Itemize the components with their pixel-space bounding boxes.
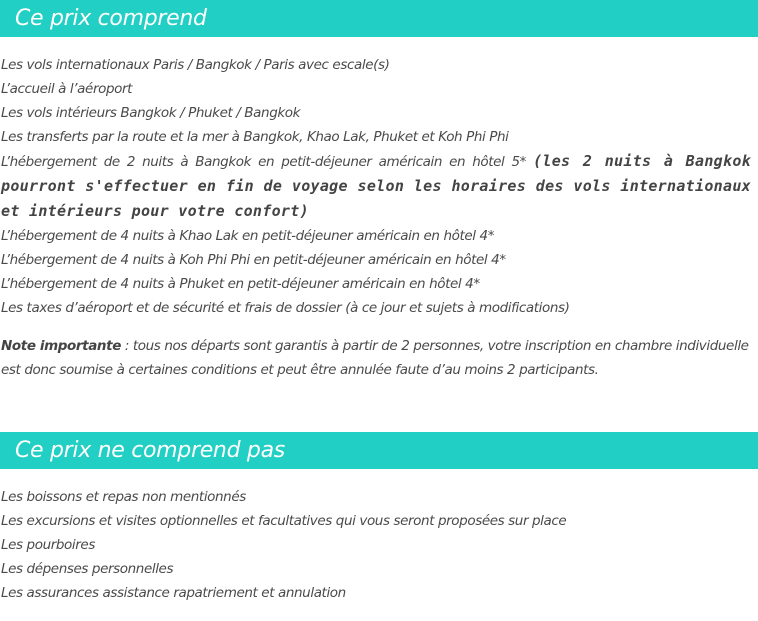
list-item: L’hébergement de 4 nuits à Phuket en petit-déjeuner américain en hôtel 4* <box>1 276 480 292</box>
list-item: Les taxes d’aéroport et de sécurité et frais de dossier (à ce jour et sujets à modifications) <box>1 300 570 316</box>
list-item: L’hébergement de 4 nuits à Khao Lak en petit-déjeuner américain en hôtel 4* <box>1 228 495 244</box>
important-note-text: : tous nos départs sont garantis à partir de 2 personnes, votre inscription en chambre individuelle est donc soumise à certaines conditions et peut être annulée faute d’au moins 2 participants. <box>1 338 749 378</box>
excluded-section-header <box>0 432 758 469</box>
list-item: Les vols intérieurs Bangkok / Phuket / Bangkok <box>1 105 301 121</box>
included-section-header <box>0 0 758 37</box>
list-item: Les pourboires <box>1 537 95 553</box>
list-item: Les dépenses personnelles <box>1 561 174 577</box>
list-item: Les boissons et repas non mentionnés <box>1 489 246 505</box>
important-note-label: Note importante <box>1 338 121 354</box>
list-item: Les transferts par la route et la mer à Bangkok, Khao Lak, Phuket et Koh Phi Phi <box>1 129 509 145</box>
bangkok-hotel-text: L’hébergement de 2 nuits à Bangkok en petit-déjeuner américain en hôtel 5* <box>1 154 534 170</box>
list-item: Les vols internationaux Paris / Bangkok / Paris avec escale(s) <box>1 57 390 73</box>
included-list <box>1 53 751 320</box>
bangkok-hotel-emphasis: (les 2 nuits à Bangkok pourront s'effectuer en fin de voyage selon les horaires des vols internationaux et intérieurs pour votre confort) <box>1 152 751 220</box>
list-item: Les assurances assistance rapatriement et annulation <box>1 585 346 601</box>
excluded-section-title: Ce prix ne comprend pas <box>15 438 285 463</box>
list-item-bangkok-hotel <box>1 149 751 224</box>
important-note <box>1 334 749 382</box>
list-item: L’accueil à l’aéroport <box>1 81 133 97</box>
list-item: Les excursions et visites optionnelles et facultatives qui vous seront proposées sur place <box>1 513 567 529</box>
included-section-title: Ce prix comprend <box>15 6 207 31</box>
excluded-list <box>1 485 751 605</box>
list-item: L’hébergement de 4 nuits à Koh Phi Phi en petit-déjeuner américain en hôtel 4* <box>1 252 506 268</box>
